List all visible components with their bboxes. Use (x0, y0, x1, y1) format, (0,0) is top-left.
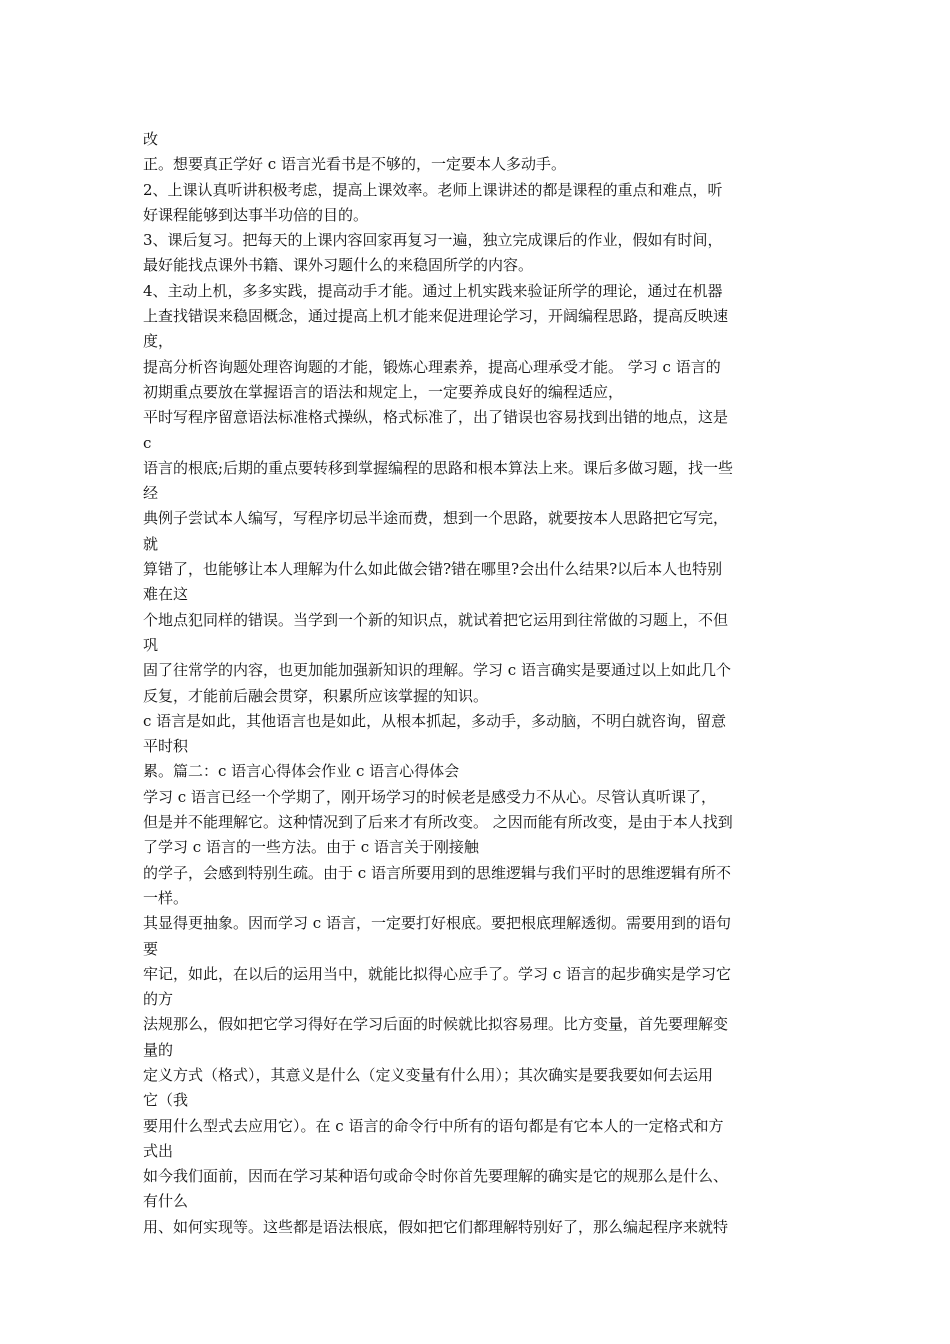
document-body (143, 127, 815, 1240)
text-line: 就 (143, 534, 159, 553)
text-line: 度， (143, 332, 174, 351)
text-line: 经 (143, 484, 159, 503)
text-line: 平时写程序留意语法标准格式操纵，格式标准了，出了错误也容易找到出错的地点，这是 (143, 408, 729, 427)
text-line: 要用什么型式去应用它）。在 c 语言的命令行中所有的语句都是有它本人的一定格式和方 (143, 1116, 724, 1135)
text-line: 用、如何实现等。这些都是语法根底，假如把它们都理解特别好了，那么编起程序来就特 (143, 1217, 729, 1236)
text-line: 要 (143, 939, 159, 958)
text-line: 式出 (143, 1141, 174, 1160)
text-line: 有什么 (143, 1192, 189, 1211)
text-line: 巩 (143, 635, 159, 654)
text-line: 但是并不能理解它。这种情况到了后来才有所改变。 之因而能有所改变，是由于本人找到 (143, 813, 733, 832)
text-line: 个地点犯同样的错误。当学到一个新的知识点，就试着把它运用到往常做的习题上，不但 (143, 610, 729, 629)
text-line: 难在这 (143, 585, 189, 604)
text-line: 反复，才能前后融会贯穿，积累所应该掌握的知识。 (143, 686, 489, 705)
text-line: 量的 (143, 1040, 174, 1059)
text-line: 如今我们面前，因而在学习某种语句或命令时你首先要理解的确实是它的规那么是什么、 (143, 1167, 729, 1186)
text-line: 典例子尝试本人编写，写程序切忌半途而费，想到一个思路，就要按本人思路把它写完， (143, 509, 729, 528)
text-line: 改 (143, 130, 159, 148)
text-line: 正。想要真正学好 c 语言光看书是不够的，一定要本人多动手。 (143, 155, 566, 174)
text-line: 其显得更抽象。因而学习 c 语言，一定要打好根底。要把根底理解透彻。需要用到的语句 (143, 914, 731, 933)
text-line: 算错了，也能够让本人理解为什么如此做会错?错在哪里?会出什么结果?以后本人也特别 (143, 560, 723, 579)
text-line: 的方 (143, 990, 174, 1009)
text-line: 学习 c 语言已经一个学期了，刚开场学习的时候老是感受力不从心。尽管认真听课了， (143, 787, 716, 806)
text-line: c 语言是如此，其他语言也是如此，从根本抓起，多动手，多动脑，不明白就咨询，留意 (143, 711, 727, 730)
text-line: 4、主动上机，多多实践，提高动手才能。通过上机实践来验证所学的理论，通过在机器 (143, 281, 723, 300)
text-line: 语言的根底;后期的重点要转移到掌握编程的思路和根本算法上来。课后多做习题，找一些 (143, 458, 734, 477)
text-line: 提高分析咨询题处理咨询题的才能，锻炼心理素养，提高心理承受才能。 学习 c 语言的 (143, 357, 721, 376)
text-line: 法规那么，假如把它学习得好在学习后面的时候就比拟容易理。比方变量，首先要理解变 (143, 1015, 729, 1034)
text-line: 好课程能够到达事半功倍的目的。 (143, 205, 369, 224)
text-line: 它（我 (143, 1091, 189, 1110)
text-line: 一样。 (143, 888, 189, 907)
text-line: 2、上课认真听讲积极考虑，提高上课效率。老师上课讲述的都是课程的重点和难点，听 (143, 180, 723, 199)
text-line: 的学子，会感到特别生疏。由于 c 语言所要用到的思维逻辑与我们平时的思维逻辑有所不 (143, 863, 731, 882)
text-line: 固了往常学的内容，也更加能加强新知识的理解。学习 c 语言确实是要通过以上如此几个 (143, 661, 731, 680)
text-line: 初期重点要放在掌握语言的语法和规定上，一定要养成良好的编程适应， (143, 382, 624, 401)
text-line: 最好能找点课外书籍、课外习题什么的来稳固所学的内容。 (143, 256, 534, 275)
text-line: 牢记，如此，在以后的运用当中，就能比拟得心应手了。学习 c 语言的起步确实是学习它 (143, 964, 731, 983)
text-line: 上查找错误来稳固概念，通过提高上机才能来促进理论学习，开阔编程思路，提高反映速 (143, 307, 729, 326)
text-line: c (143, 433, 152, 452)
text-line: 定义方式（格式），其意义是什么（定义变量有什么用）；其次确实是要我要如何去运用 (143, 1065, 714, 1084)
text-line: 累。篇二：c 语言心得体会作业 c 语言心得体会 (143, 762, 460, 781)
text-line: 了学习 c 语言的一些方法。由于 c 语言关于刚接触 (143, 838, 479, 857)
text-line: 3、课后复习。把每天的上课内容回家再复习一遍，独立完成课后的作业，假如有时间， (143, 231, 723, 250)
text-line: 平时积 (143, 737, 189, 756)
